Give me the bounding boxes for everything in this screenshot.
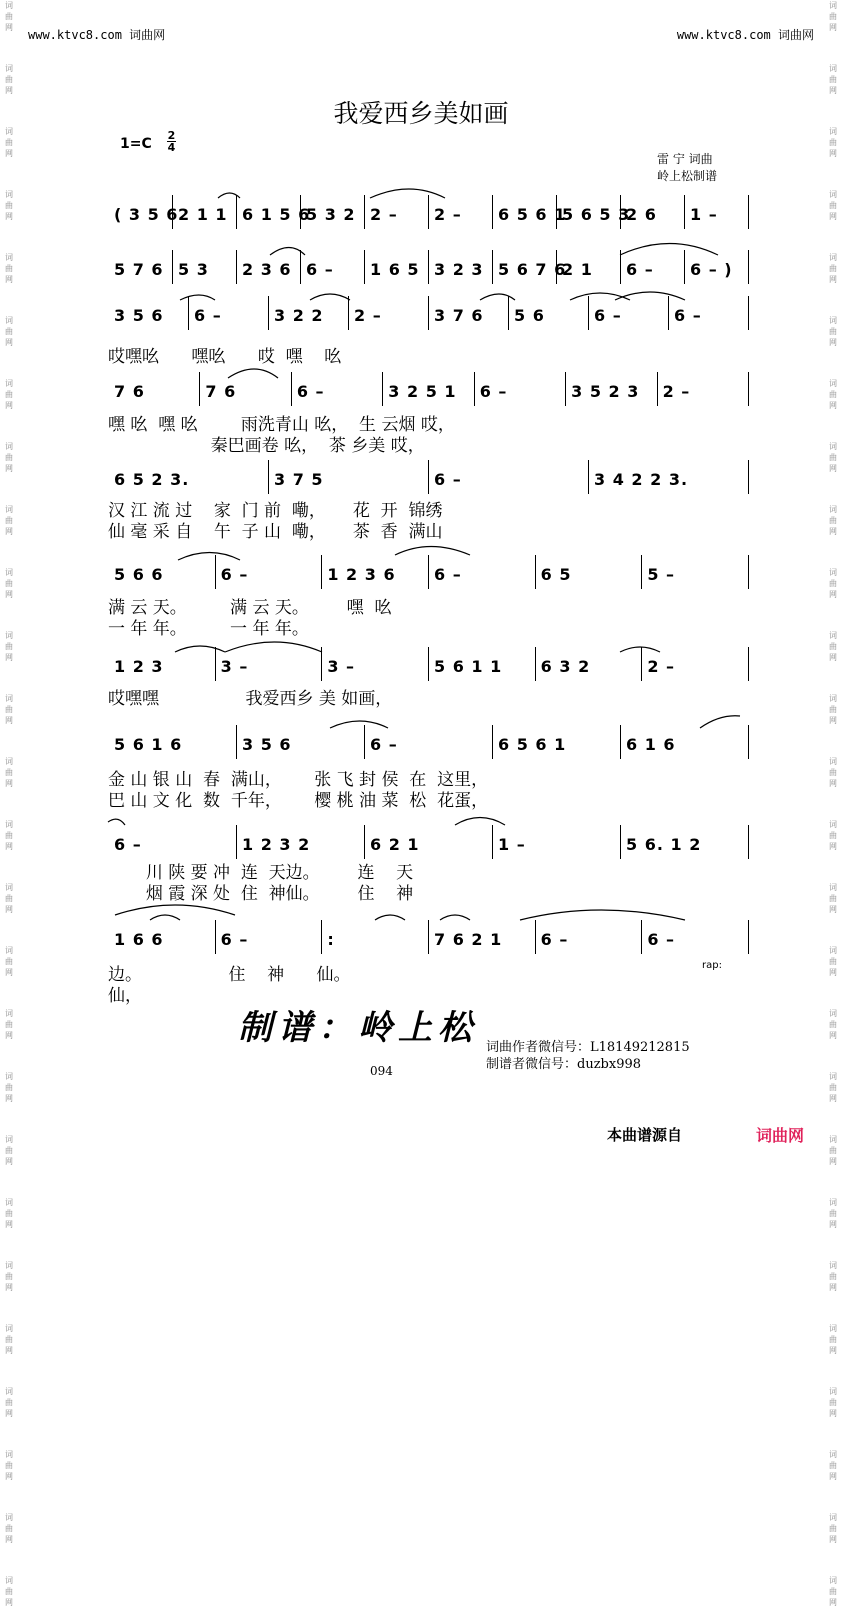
slur: [150, 915, 180, 920]
watermark-text: 词 曲 网: [5, 694, 13, 725]
key-signature: 1=C: [120, 136, 152, 152]
watermark-text: 词 曲 网: [5, 757, 13, 788]
measure: 5 –: [647, 565, 676, 584]
measure: 3 –: [327, 657, 356, 676]
watermark-text: 词 曲 网: [5, 946, 13, 977]
measure: 5 3 2: [306, 205, 356, 224]
watermark-text: 词 曲 网: [829, 190, 837, 221]
measure: 1 2 3: [114, 657, 164, 676]
watermark-text: 词 曲 网: [829, 1513, 837, 1544]
lyric-line: 边。 住 神 仙。: [108, 965, 351, 985]
credit-notation: 岭上松制谱: [657, 169, 718, 183]
measure: 6 5: [540, 565, 572, 584]
watermark-text: 词 曲 网: [5, 1009, 13, 1040]
lyric-line: 哎嘿吆 嘿吆 哎 嘿 吆: [108, 347, 342, 367]
lyric-line: 满 云 天。 满 云 天。 嘿 吆: [108, 598, 392, 618]
header-url-left[interactable]: www.ktvc8.com 词曲网: [28, 28, 166, 42]
source-site-link[interactable]: 词曲网: [756, 1126, 805, 1145]
watermark-text: 词 曲 网: [5, 505, 13, 536]
measure: 3 –: [220, 657, 249, 676]
measure: 6 –: [114, 835, 142, 854]
measure: 5 3: [178, 260, 209, 279]
measure: 6 –: [594, 306, 622, 325]
watermark-text: 词 曲 网: [5, 883, 13, 914]
slur: [620, 244, 718, 256]
slur: [395, 547, 470, 556]
song-title: 我爱西乡美如画: [333, 99, 509, 128]
measure: 6 1 5 6: [242, 205, 311, 224]
watermark-text: 词 曲 网: [829, 127, 837, 158]
credit-lyrics-music: 雷 宁 词曲: [657, 152, 713, 166]
slur: [455, 818, 505, 826]
measure: 2 3 6: [242, 260, 292, 279]
measure: 3 4 2 2 3.: [594, 470, 689, 489]
measure: 6 –: [674, 306, 702, 325]
source-label: 本曲谱源自: [607, 1126, 683, 1144]
measure: 6 5 6 1: [498, 205, 567, 224]
slur: [180, 295, 215, 300]
slur: [375, 915, 405, 920]
watermark-text: 词 曲 网: [829, 1072, 837, 1103]
lyric-line: 仙，: [108, 986, 142, 1006]
measure: 2 –: [370, 205, 398, 224]
measure: 7 6: [205, 382, 237, 401]
measure: 2 1: [562, 260, 593, 279]
measure: 3 7 5: [274, 470, 324, 489]
watermark-text: 词 曲 网: [829, 379, 837, 410]
measure: 6 –: [434, 470, 462, 489]
measure: 5 6: [514, 306, 545, 325]
lyric-line: 川 陕 要 冲 连 天边。 连 天: [108, 863, 414, 883]
lyric-line: 嘿 吆 嘿 吆 雨洗青山 吆， 生 云烟 哎，: [108, 415, 455, 435]
measure: 2 –: [662, 382, 691, 401]
measure: 2 1 1: [178, 205, 228, 224]
measure: 7 6 2 1: [434, 930, 503, 949]
slur: [615, 292, 685, 300]
watermark-text: 词 曲 网: [5, 442, 13, 473]
measure: 3 5 2 3: [571, 382, 640, 401]
measure: 6 3 2: [540, 657, 591, 676]
watermark-text: 词 曲 网: [5, 1324, 13, 1355]
lyric-line: 金 山 银 山 春 满山， 张 飞 封 侯 在 这里，: [108, 770, 489, 790]
measure: 6 5 6 1: [498, 735, 567, 754]
measure: 6 –: [220, 565, 249, 584]
slur: [440, 915, 470, 920]
watermark-text: 词 曲 网: [829, 1198, 837, 1229]
slur: [520, 910, 685, 920]
watermark-text: 词 曲 网: [5, 631, 13, 662]
measure: 1 6 6: [114, 930, 164, 949]
watermark-text: 词 曲 网: [829, 442, 837, 473]
slur: [620, 647, 660, 652]
slur: [178, 553, 240, 561]
measure: 2 –: [647, 657, 676, 676]
slur: [108, 819, 125, 825]
measure: 6 –: [194, 306, 222, 325]
slur: [480, 294, 515, 300]
watermark-text: 词 曲 网: [5, 1, 13, 32]
lyric-line: 哎嘿嘿 我爱西乡 美 如画，: [108, 689, 393, 709]
measure: 1 6 5: [370, 260, 420, 279]
slur: [310, 294, 350, 300]
time-top: 2: [167, 129, 176, 142]
measure: 2 –: [434, 205, 462, 224]
watermark-text: 词 曲 网: [829, 316, 837, 347]
slur: [370, 189, 445, 198]
measure: 3 5 6: [242, 735, 292, 754]
measure: 5 6 5 3: [562, 205, 631, 224]
lyric-line: 巴 山 文 化 数 千年， 樱 桃 油 菜 松 花蛋，: [108, 791, 489, 811]
watermark-text: 词 曲 网: [5, 1072, 13, 1103]
measure: 6 –: [296, 382, 325, 401]
watermark-text: 词 曲 网: [829, 568, 837, 599]
measure: 1 2 3 2: [242, 835, 311, 854]
watermark-text: 词 曲 网: [5, 1513, 13, 1544]
measure: 6 –: [306, 260, 334, 279]
measure: 6 –: [479, 382, 508, 401]
watermark-text: 词 曲 网: [5, 1135, 13, 1166]
measure: 6 –: [220, 930, 249, 949]
measure: 3 2 3: [434, 260, 484, 279]
measure: 7 6: [114, 382, 145, 401]
watermark-text: 词 曲 网: [829, 1576, 837, 1607]
slur: [225, 642, 322, 652]
notation-wechat: 制谱者微信号：duzbx998: [486, 1057, 642, 1072]
lyric-line: 秦巴画卷 吆， 茶 乡美 哎，: [108, 436, 425, 456]
measure: 1 –: [690, 205, 718, 224]
measure: 6 5 2 3.: [114, 470, 190, 489]
page-number: 094: [370, 1064, 393, 1078]
lyric-line: 烟 霞 深 处 住 神仙。 住 神: [108, 884, 414, 904]
watermark-text: 词 曲 网: [5, 316, 13, 347]
lyric-line: 仙 毫 采 自 午 子 山 嘞， 茶 香 满山: [108, 522, 443, 542]
author-wechat: 词曲作者微信号：L18149212815: [486, 1040, 690, 1055]
watermark-text: 词 曲 网: [829, 820, 837, 851]
rap-label: rap:: [702, 960, 722, 971]
watermark-text: 词 曲 网: [5, 1450, 13, 1481]
measure: 6 –: [540, 930, 569, 949]
measure: 2 –: [354, 306, 382, 325]
slur: [218, 193, 240, 198]
time-bottom: 4: [167, 141, 176, 154]
watermark-text: 词 曲 网: [5, 127, 13, 158]
watermark-text: 词 曲 网: [5, 820, 13, 851]
watermark-text: 词 曲 网: [829, 757, 837, 788]
measure: ( 3 5 6: [114, 205, 179, 224]
watermark-text: 词 曲 网: [5, 379, 13, 410]
measure: 6 – ): [690, 260, 733, 279]
measure: 5 6. 1 2: [626, 835, 702, 854]
measure: 6 2 1: [370, 835, 420, 854]
slur: [270, 248, 305, 256]
measure: 6 1 6: [626, 735, 676, 754]
watermark-text: 词 曲 网: [829, 1387, 837, 1418]
header-url-right[interactable]: www.ktvc8.com 词曲网: [676, 28, 814, 42]
measure: 5 6 6: [114, 565, 164, 584]
watermark-text: 词 曲 网: [829, 253, 837, 284]
watermark-text: 词 曲 网: [829, 1009, 837, 1040]
lyric-line: 一 年 年。 一 年 年。: [108, 619, 309, 639]
slur: [115, 905, 235, 915]
measure: 5 7 6: [114, 260, 164, 279]
watermark-text: 词 曲 网: [829, 1261, 837, 1292]
measure: 6 –: [434, 565, 462, 584]
measure: 5 6 1 6: [114, 735, 183, 754]
measure: 3 2 5 1: [388, 382, 457, 401]
measure: 5 6 1 1: [434, 657, 503, 676]
measure: 1 –: [498, 835, 526, 854]
lyric-line: 汉 江 流 过 家 门 前 嘞， 花 开 锦绣: [108, 501, 443, 521]
slur: [175, 646, 225, 652]
signature: 制谱：岭上松: [238, 1008, 478, 1048]
measure: 6 –: [370, 735, 398, 754]
slur: [330, 721, 388, 728]
watermark-text: 词 曲 网: [5, 1261, 13, 1292]
measure: 3 5 6: [114, 306, 164, 325]
measure: 1 2 3 6: [327, 565, 396, 584]
watermark-text: 词 曲 网: [5, 568, 13, 599]
watermark-text: 词 曲 网: [5, 64, 13, 95]
watermark-text: 词 曲 网: [829, 1, 837, 32]
measure: 5 6 7 6: [498, 260, 567, 279]
measure: 3 2 2: [274, 306, 324, 325]
watermark-text: 词 曲 网: [5, 253, 13, 284]
slur: [700, 716, 740, 728]
watermark-text: 词 曲 网: [829, 883, 837, 914]
watermark-text: 词 曲 网: [829, 946, 837, 977]
measure: :: [327, 930, 335, 949]
watermark-text: 词 曲 网: [829, 1135, 837, 1166]
watermark-text: 词 曲 网: [5, 1576, 13, 1607]
watermark-text: 词 曲 网: [829, 1324, 837, 1355]
measure: 2 6: [626, 205, 657, 224]
slur: [228, 369, 278, 378]
watermark-text: 词 曲 网: [829, 64, 837, 95]
slur: [570, 293, 630, 300]
watermark-text: 词 曲 网: [829, 631, 837, 662]
measure: 6 –: [626, 260, 654, 279]
watermark-text: 词 曲 网: [829, 694, 837, 725]
watermark-text: 词 曲 网: [5, 1198, 13, 1229]
watermark-text: 词 曲 网: [829, 1450, 837, 1481]
watermark-text: 词 曲 网: [829, 505, 837, 536]
watermark-text: 词 曲 网: [5, 190, 13, 221]
watermark-text: 词 曲 网: [5, 1387, 13, 1418]
measure: 3 7 6: [434, 306, 484, 325]
measure: 6 –: [647, 930, 676, 949]
